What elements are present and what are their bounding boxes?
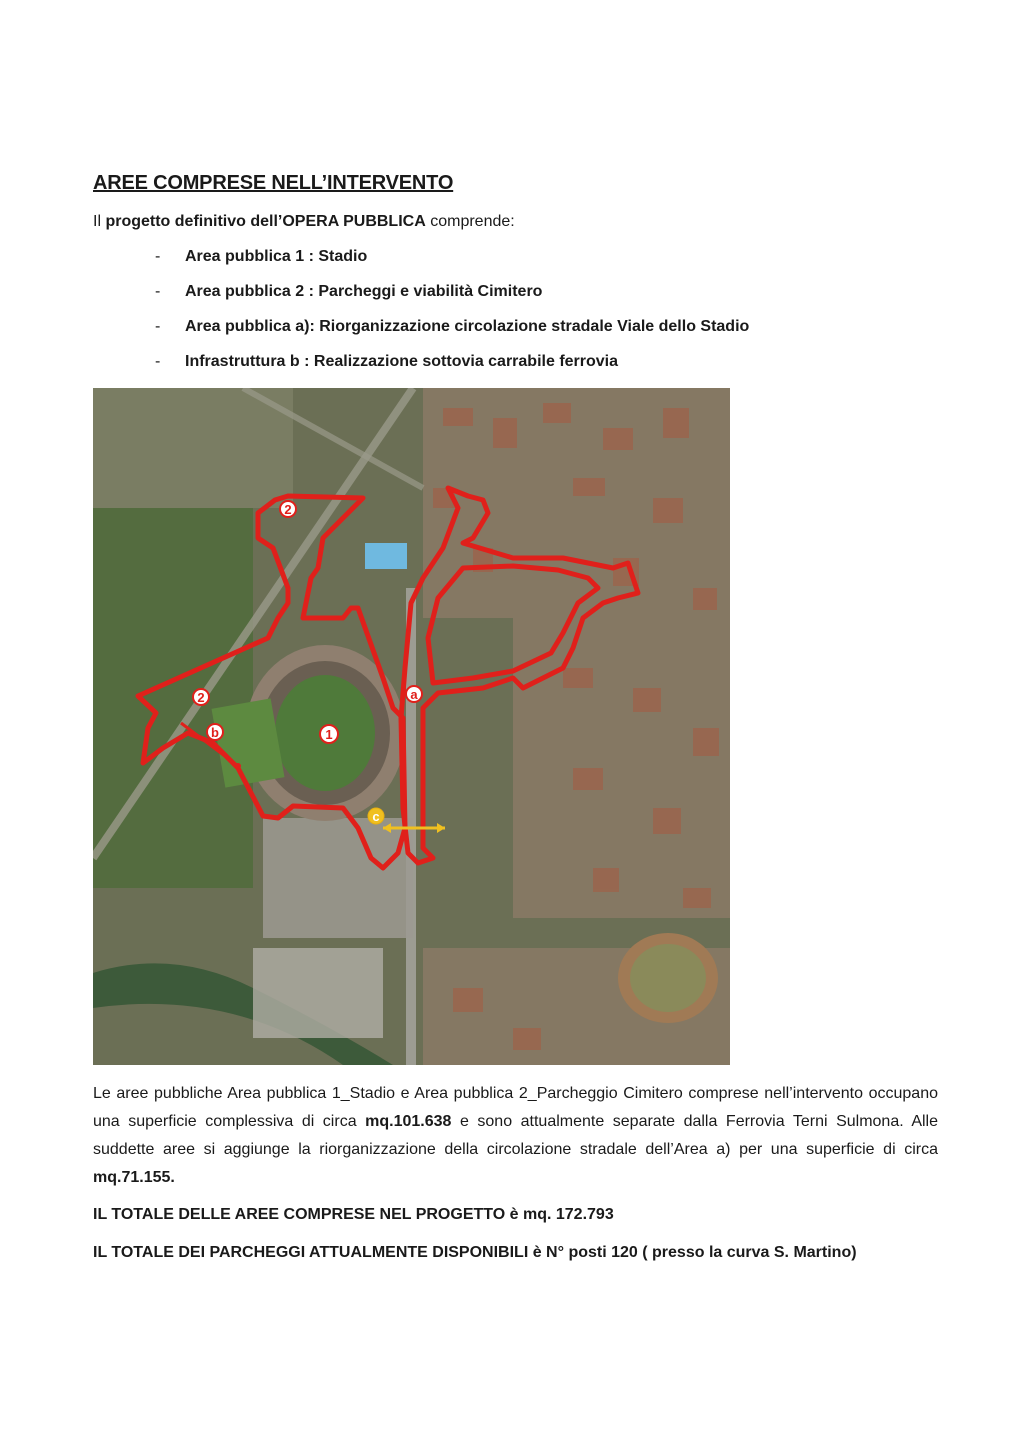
map-marker-2-top xyxy=(280,501,296,517)
svg-text:c: c xyxy=(372,809,380,824)
aerial-map xyxy=(93,388,730,1065)
section-heading: AREE COMPRESE NELL’INTERVENTO xyxy=(93,172,454,194)
list-dash: - xyxy=(155,353,161,370)
map-marker-c xyxy=(368,808,384,824)
map-marker-1 xyxy=(320,725,338,743)
list-dash: - xyxy=(155,248,161,265)
description-paragraph xyxy=(93,1080,938,1192)
svg-text:1: 1 xyxy=(325,727,333,742)
para-area-value-2: mq.71.155. xyxy=(93,1169,175,1186)
total-parking-line: IL TOTALE DEI PARCHEGGI ATTUALMENTE DISPONIBILI è N° posti 120 ( presso la curva S. Martino) xyxy=(93,1244,857,1261)
svg-text:b: b xyxy=(211,725,219,740)
list-item-text: Area pubblica 1 : Stadio xyxy=(185,248,368,265)
map-marker-a xyxy=(406,686,422,702)
para-text-2: e sono attualmente separate dalla Ferrovia Terni Sulmona. Alle suddette aree si aggiunge la riorganizzazione della circolazione stradale dell’Area a) per una superficie di circa xyxy=(93,1113,938,1158)
intro-suffix: comprende: xyxy=(425,213,515,230)
svg-text:a: a xyxy=(410,687,418,702)
svg-text:2: 2 xyxy=(197,690,205,705)
list-item-text: Area pubblica 2 : Parcheggi e viabilità Cimitero xyxy=(185,283,543,300)
list-item-text: Infrastruttura b : Realizzazione sottovia carrabile ferrovia xyxy=(185,353,619,370)
map-marker-2-left xyxy=(193,689,209,705)
map-marker-b xyxy=(207,724,223,740)
intro-sentence xyxy=(93,213,515,231)
para-area-value-1: mq.101.638 xyxy=(365,1113,452,1130)
aerial-map-svg xyxy=(93,388,730,1065)
svg-text:2: 2 xyxy=(284,502,292,517)
intro-bold-opera: OPERA PUBBLICA xyxy=(282,213,426,230)
list-dash: - xyxy=(155,283,161,300)
total-areas-line: IL TOTALE DELLE AREE COMPRESE NEL PROGETTO è mq. 172.793 xyxy=(93,1206,614,1223)
intro-bold-project: progetto definitivo dell’ xyxy=(105,213,283,230)
list-item-text: Area pubblica a): Riorganizzazione circolazione stradale Viale dello Stadio xyxy=(185,318,750,335)
intro-prefix: Il xyxy=(93,213,106,230)
list-dash: - xyxy=(155,318,161,335)
para-text-1: Le aree pubbliche Area pubblica 1_Stadio e Area pubblica 2_Parcheggio Cimitero comprese nell’intervento occupano una superficie complessiva di circa xyxy=(93,1085,938,1130)
